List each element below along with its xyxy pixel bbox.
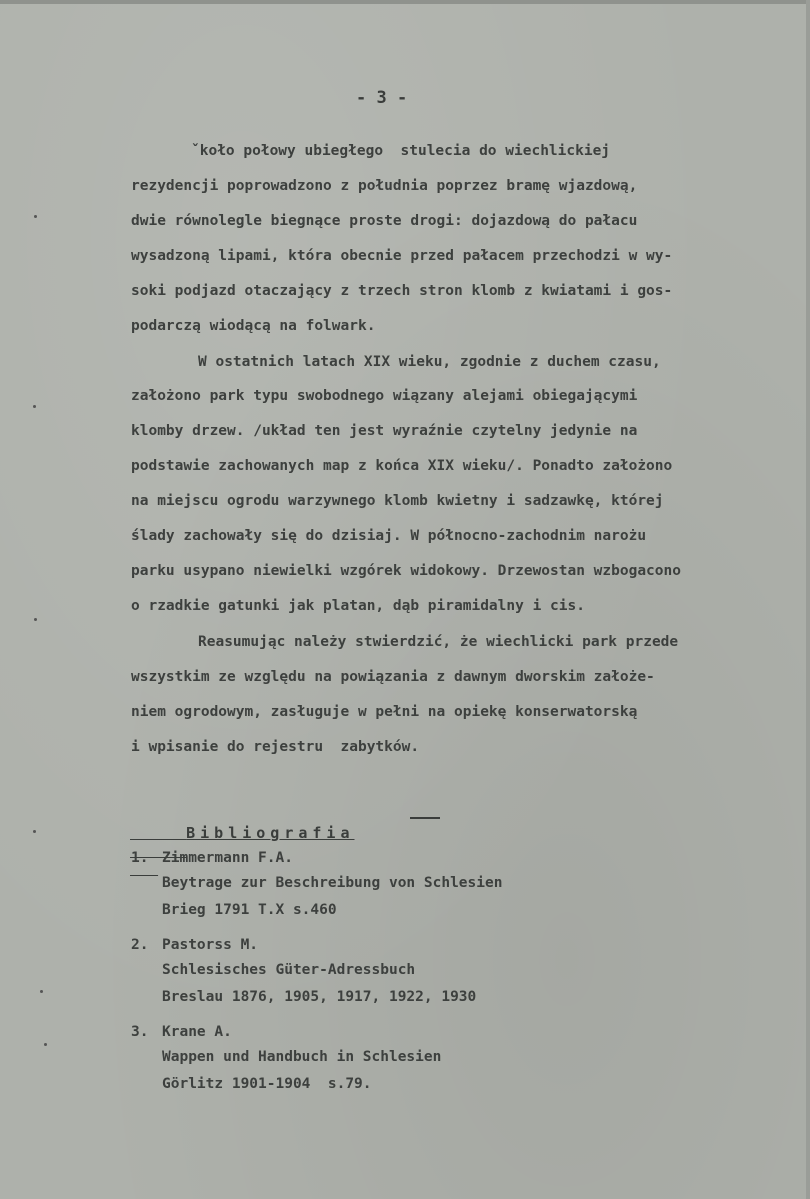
margin-speck (44, 1043, 47, 1046)
text-line: ˇkoło połowy ubiegłego stulecia do wiechlickiej (191, 143, 611, 159)
entry-publication: Görlitz 1901-1904 s.79. (162, 1076, 372, 1092)
heading-dash (410, 817, 440, 819)
page-right-edge (806, 0, 810, 1199)
margin-speck (40, 990, 43, 993)
text-line: Reasumując należy stwierdzić, że wiechlicki park przede (198, 634, 679, 650)
entry-number: 1. (131, 850, 149, 866)
text-line: W ostatnich latach XIX wieku, zgodnie z duchem czasu, (198, 354, 661, 370)
text-line: niem ogrodowym, zasługuje w pełni na opiekę konserwatorską (131, 704, 638, 720)
page-top-edge (0, 0, 810, 4)
bibliography-heading (130, 806, 355, 878)
margin-speck (34, 618, 37, 621)
text-line: podarczą wiodącą na folwark. (131, 318, 376, 334)
entry-title: Wappen und Handbuch in Schlesien (162, 1049, 442, 1065)
text-line: założono park typu swobodnego wiązany alejami obiegającymi (131, 388, 638, 404)
entry-author: Pastorss M. (162, 937, 259, 953)
text-line: rezydencji poprowadzono z południa poprzez bramę wjazdową, (131, 178, 638, 194)
text-line: parku usypano niewielki wzgórek widokowy. Drzewostan wzbogacono (131, 563, 681, 579)
text-line: klomby drzew. /układ ten jest wyraźnie czytelny jedynie na (131, 423, 638, 439)
text-line: podstawie zachowanych map z końca XIX wieku/. Ponadto założono (131, 458, 673, 474)
entry-number: 2. (131, 937, 149, 953)
entry-title: Schlesisches Güter-Adressbuch (162, 962, 416, 978)
bibliography-heading-text: Bibliografia (186, 824, 355, 842)
entry-author: Zimmermann F.A. (162, 850, 293, 866)
entry-author: Krane A. (162, 1024, 232, 1040)
page-number: - 3 - (356, 88, 408, 108)
text-line: wszystkim ze względu na powiązania z dawnym dworskim założe- (131, 669, 655, 685)
margin-speck (33, 405, 36, 408)
margin-speck (34, 215, 37, 218)
entry-title: Beytrage zur Beschreibung von Schlesien (162, 875, 503, 891)
text-line: ślady zachowały się do dzisiaj. W północno-zachodnim narożu (131, 528, 647, 544)
text-line: soki podjazd otaczający z trzech stron klomb z kwiatami i gos- (131, 283, 673, 299)
entry-number: 3. (131, 1024, 149, 1040)
text-line: wysadzoną lipami, która obecnie przed pałacem przechodzi w wy- (131, 248, 673, 264)
text-line: i wpisanie do rejestru zabytków. (131, 739, 420, 755)
text-line: dwie równolegle biegnące proste drogi: dojazdową do pałacu (131, 213, 638, 229)
entry-publication: Breslau 1876, 1905, 1917, 1922, 1930 (162, 989, 477, 1005)
text-line: o rzadkie gatunki jak platan, dąb piramidalny i cis. (131, 598, 585, 614)
entry-publication: Brieg 1791 T.X s.460 (162, 902, 337, 918)
text-line: na miejscu ogrodu warzywnego klomb kwietny i sadzawkę, której (131, 493, 664, 509)
margin-speck (33, 830, 36, 833)
